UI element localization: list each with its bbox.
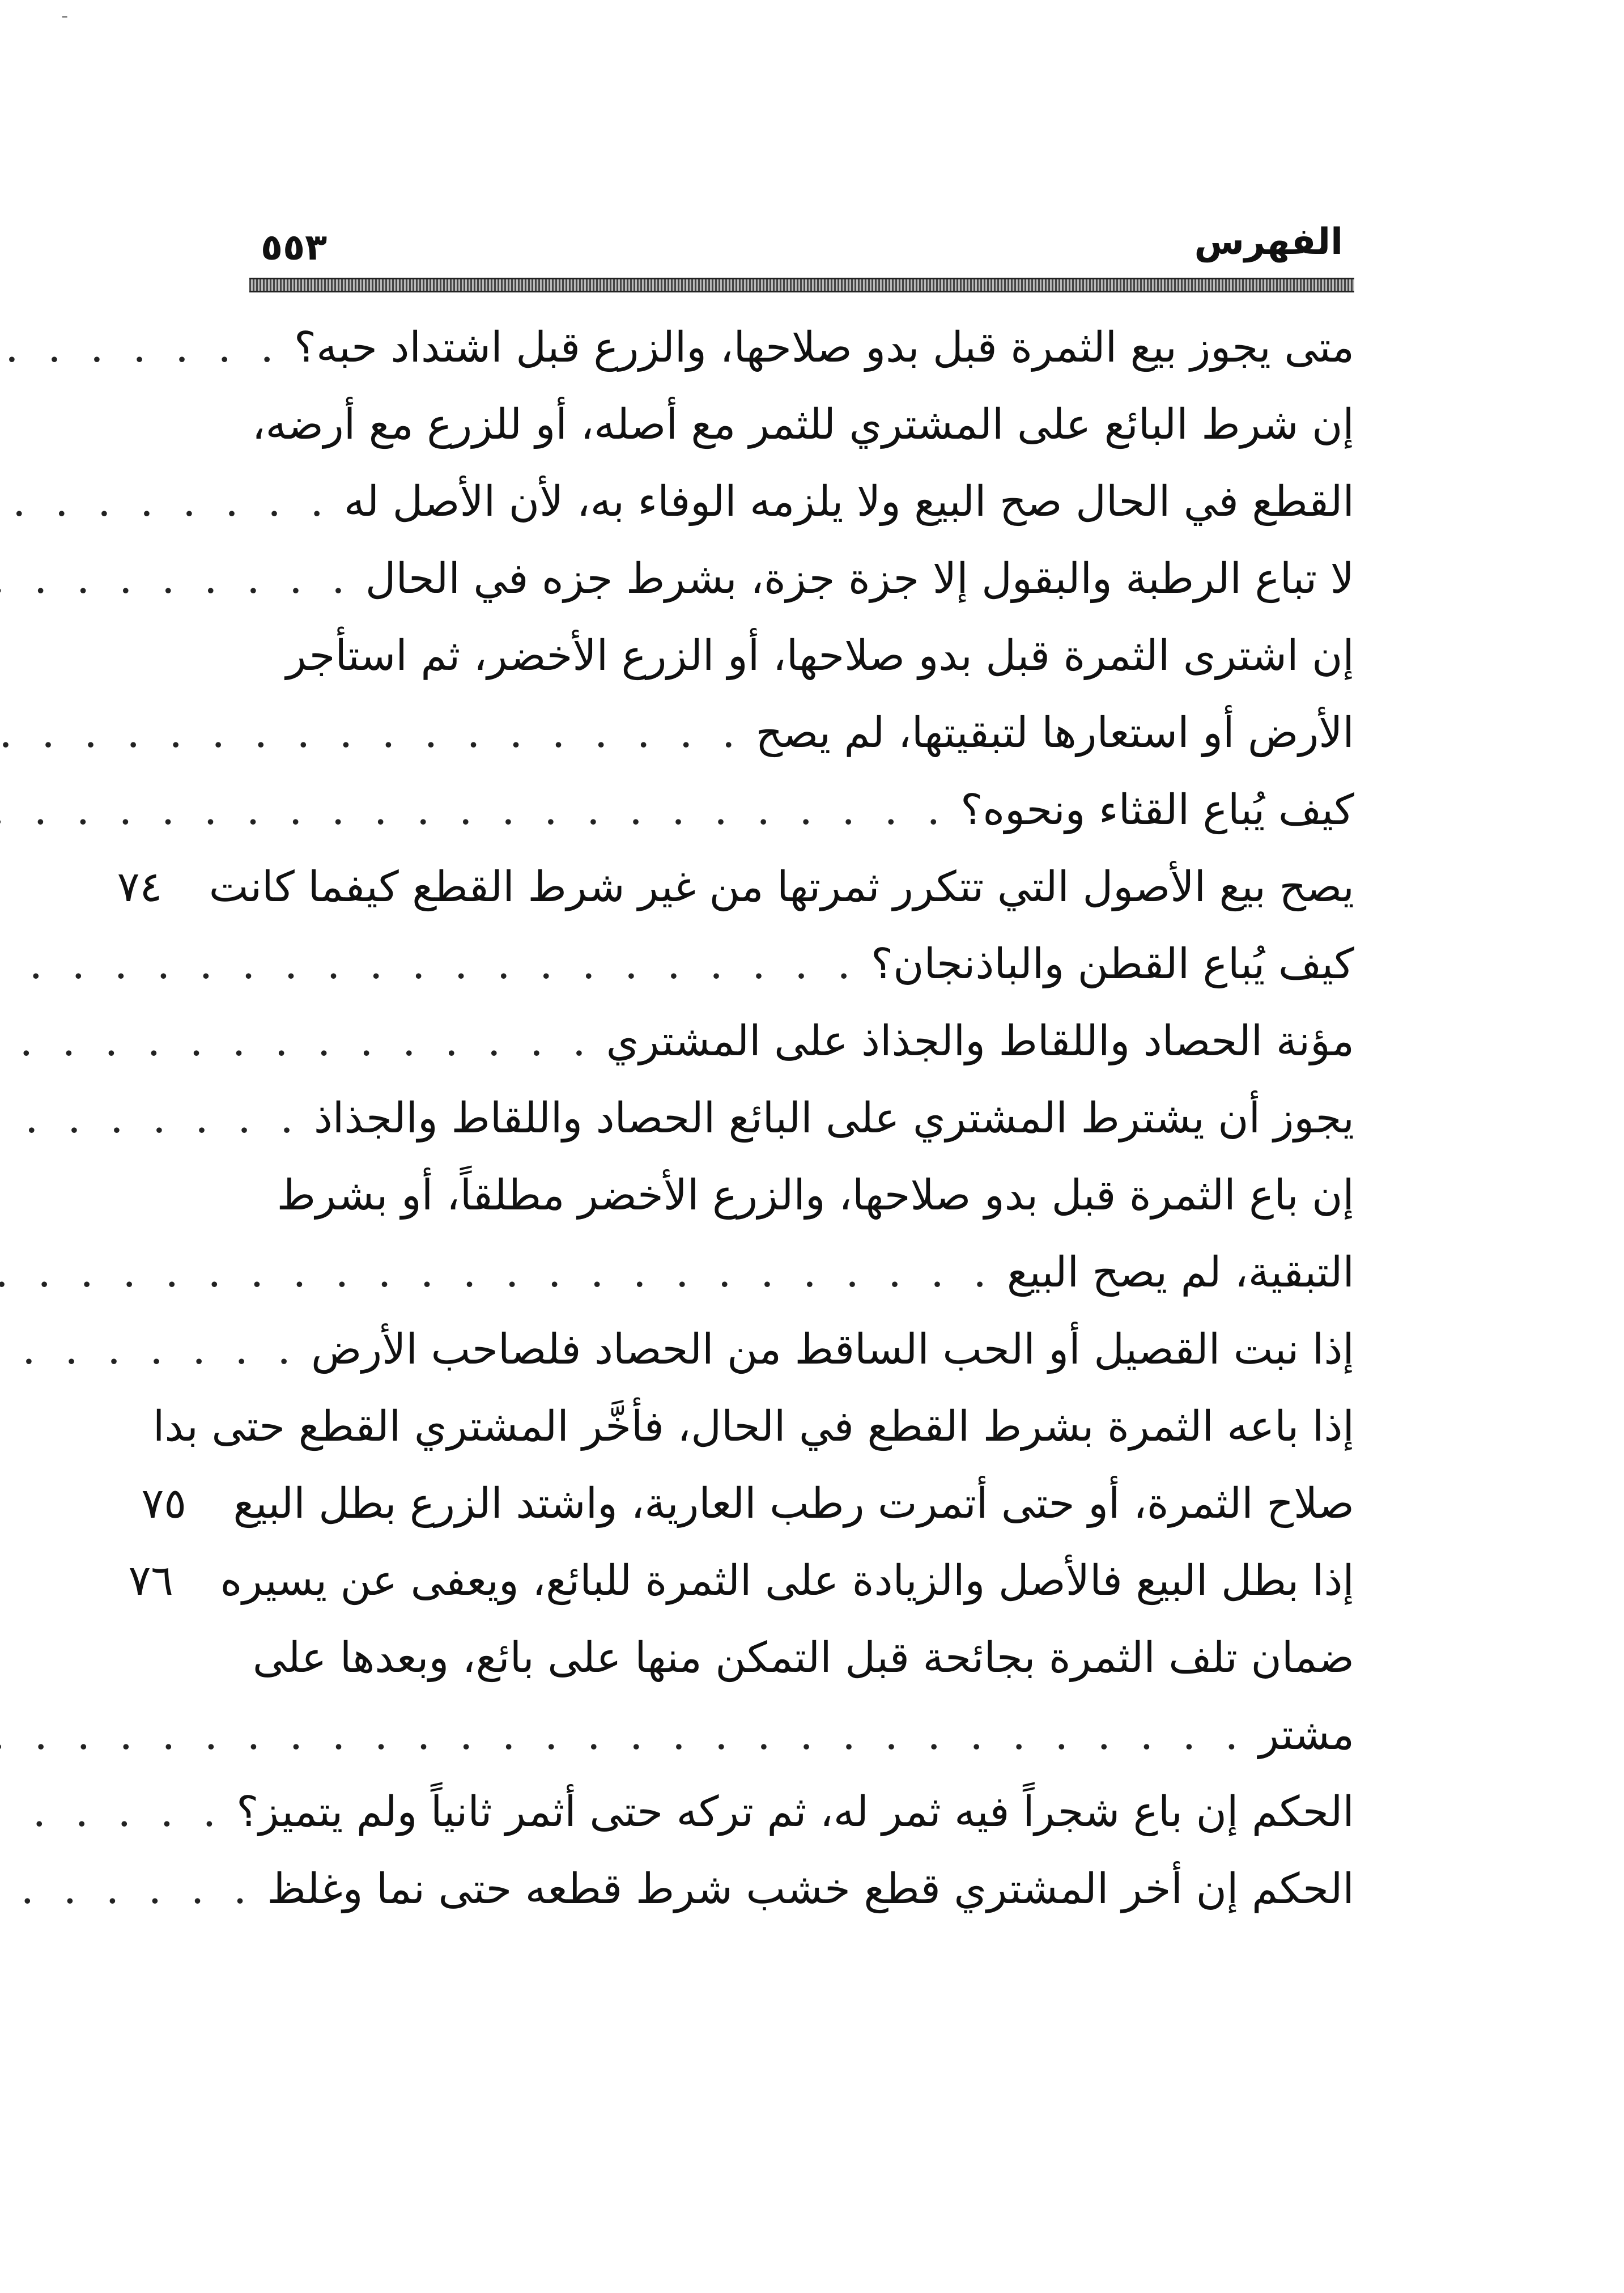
entry-text: إن باع الثمرة قبل بدو صلاحها، والزرع الأخضر مطلقاً، أو بشرط bbox=[277, 1171, 1354, 1220]
index-entry bbox=[249, 1080, 1354, 1157]
running-title: الفهرس bbox=[1194, 221, 1343, 263]
dot-leader bbox=[0, 1080, 307, 1157]
dot-leader bbox=[0, 1696, 1252, 1773]
index-entry bbox=[249, 1003, 1354, 1080]
index-entry bbox=[249, 463, 1354, 540]
dot-leader bbox=[0, 1311, 304, 1388]
index-entry bbox=[249, 540, 1354, 617]
entry-text: القطع في الحال صح البيع ولا يلزمه الوفاء به، لأن الأصل له bbox=[343, 477, 1354, 526]
dot-leader bbox=[0, 463, 337, 540]
entry-text: إذا باعه الثمرة بشرط القطع في الحال، فأخَّر المشتري القطع حتى بدا bbox=[152, 1402, 1354, 1451]
header-rule bbox=[249, 278, 1354, 292]
index-entry bbox=[249, 771, 1354, 848]
dot-leader bbox=[0, 771, 954, 848]
entry-text: يصح بيع الأصول التي تتكرر ثمرتها من غير شرط القطع كيفما كانت bbox=[209, 863, 1354, 911]
dot-leader bbox=[0, 1003, 600, 1080]
index-entry bbox=[249, 1619, 1354, 1696]
index-entry bbox=[249, 386, 1354, 463]
index-entry bbox=[236, 1773, 1354, 1850]
index-entry bbox=[249, 1157, 1354, 1234]
index-entry bbox=[249, 1311, 1354, 1388]
index-entry bbox=[141, 1465, 1354, 1542]
index-entry bbox=[249, 694, 1354, 771]
index-entry bbox=[249, 1696, 1354, 1773]
dot-leader bbox=[0, 309, 287, 386]
index-entry bbox=[249, 309, 1354, 386]
entry-text: الأرض أو استعارها لتبقيتها، لم يصح bbox=[755, 708, 1354, 757]
dot-leader bbox=[0, 540, 359, 617]
entry-text: مؤنة الحصاد واللقاط والجذاذ على المشتري bbox=[606, 1017, 1354, 1065]
entry-text: صلاح الثمرة، أو حتى أتمرت رطب العارية، واشتد الزرع بطل البيع bbox=[233, 1479, 1354, 1528]
dot-leader bbox=[0, 1773, 229, 1850]
entry-page-number: ٧٥ bbox=[141, 1479, 186, 1528]
entry-text: إذا بطل البيع فالأصل والزيادة على الثمرة للبائع، ويعفى عن يسيره bbox=[220, 1556, 1354, 1605]
entry-text: لا تباع الرطبة والبقول إلا جزة جزة، بشرط جزه في الحال bbox=[365, 554, 1354, 603]
corner-mark: - bbox=[61, 5, 69, 27]
entry-text: مشتر bbox=[1259, 1710, 1354, 1759]
entry-text: كيف يُباع القطن والباذنجان؟ bbox=[870, 940, 1354, 988]
entry-page-number: ٧٤ bbox=[117, 863, 163, 911]
page-number: ٥٥٣ bbox=[261, 227, 328, 269]
entry-text: الحكم إن باع شجراً فيه ثمر له، ثم تركه حتى أثمر ثانياً ولم يتميز؟ bbox=[236, 1787, 1354, 1836]
entry-text: إن شرط البائع على المشتري للثمر مع أصله، أو للزرع مع أرضه، bbox=[252, 400, 1354, 449]
dot-leader bbox=[0, 925, 864, 1003]
index-entry bbox=[249, 617, 1354, 694]
index-entry bbox=[128, 1542, 1354, 1619]
entry-text: التبقية، لم يصح البيع bbox=[1006, 1248, 1354, 1297]
index-entries bbox=[117, 309, 1354, 1927]
dot-leader bbox=[0, 694, 749, 771]
entry-text: إذا نبت القصيل أو الحب الساقط من الحصاد فلصاحب الأرض bbox=[311, 1325, 1354, 1374]
entry-text: متى يجوز بيع الثمرة قبل بدو صلاحها، والزرع قبل اشتداد حبه؟ bbox=[294, 323, 1354, 372]
entry-text: الحكم إن أخر المشتري قطع خشب شرط قطعه حتى نما وغلظ bbox=[267, 1865, 1354, 1913]
dot-leader bbox=[0, 1850, 260, 1927]
entry-text: إن اشترى الثمرة قبل بدو صلاحها، أو الزرع الأخضر، ثم استأجر bbox=[286, 631, 1354, 680]
index-entry bbox=[249, 1234, 1354, 1311]
page-header bbox=[249, 204, 1354, 272]
entry-page-number: ٧٦ bbox=[128, 1556, 174, 1605]
index-entry bbox=[249, 925, 1354, 1003]
index-entry bbox=[249, 1850, 1354, 1927]
entry-text: يجوز أن يشترط المشتري على البائع الحصاد واللقاط والجذاذ bbox=[313, 1094, 1354, 1143]
dot-leader bbox=[0, 1234, 1000, 1311]
index-entry bbox=[117, 848, 1354, 925]
index-entry bbox=[152, 1388, 1354, 1465]
entry-text: كيف يُباع القثاء ونحوه؟ bbox=[960, 785, 1354, 834]
entry-text: ضمان تلف الثمرة بجائحة قبل التمكن منها على بائع، وبعدها على bbox=[252, 1633, 1354, 1682]
